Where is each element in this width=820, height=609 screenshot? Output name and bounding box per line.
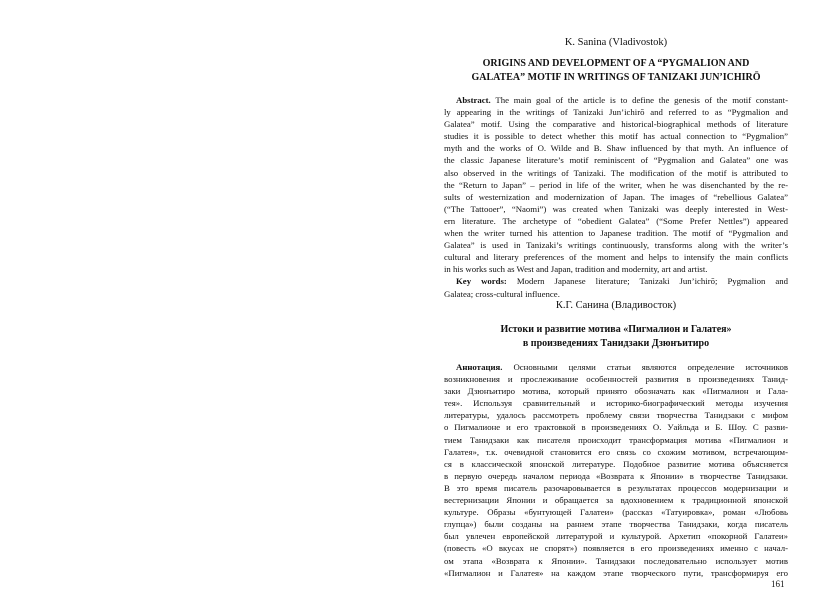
russian-abstract-line: литературы, удалось рассмотреть проблему связи творчества Танидзаки с мифом — [444, 410, 788, 421]
russian-abstract-line: (повесть «О вкусах не спорят») появляется в его произведениях именно с начал- — [444, 543, 788, 554]
abstract-label: Abstract. — [456, 95, 491, 105]
english-abstract-line: also observed in the writings of Tanizaki. The modification of the motif is attributed to — [444, 167, 788, 178]
page-number: 161 — [771, 579, 785, 589]
english-abstract-line: ly appearing in the writings of Tanizaki Jun’ichirō and referred to as “Pygmalion and — [444, 107, 788, 118]
russian-abstract — [444, 361, 788, 579]
russian-abstract-line: культуре. Образы «бунтующей Галатеи» (рассказ «Татуировка», роман «Любовь — [444, 507, 788, 518]
english-abstract-line: Galatea” motif. Using the comparative and historical-biographical methods of literature — [444, 119, 788, 130]
russian-author: К.Г. Санина (Владивосток) — [555, 300, 677, 311]
russian-abstract-line: был увлечен европейской литературой и культурой. Архетип «покорной Галатеи» — [444, 531, 788, 542]
russian-abstract-line: вестернизации Японии и обращается за вдохновением к традиционной японской — [444, 495, 788, 506]
english-abstract-line: myth and the works of O. Wilde and B. Shaw influenced by that myth. An influence of — [444, 143, 788, 154]
english-abstract-line: sults of westernization and modernization of Japan. The images of “rebellious Galatea” — [444, 191, 788, 202]
russian-title-line-1: Истоки и развитие мотива «Пигмалион и Галатея» — [500, 324, 732, 335]
russian-abstract-line: глупца») были созданы на раннем этапе творчества Танидзаки, когда писатель — [444, 519, 788, 530]
russian-abstract-label: Аннотация. — [456, 362, 503, 372]
english-keywords-line: Key words: Modern Japanese literature; Tanizaki Jun’ichirō; Pygmalion and — [456, 276, 788, 287]
english-abstract-line: when the writer turned his attention to Japanese tradition. The motif of “Pygmalion and — [444, 228, 788, 239]
russian-abstract-line: возникновения и прослеживание особенностей развития в произведениях Танид- — [444, 374, 788, 385]
russian-abstract-line: тием Танидзаки как писателя происходит трансформация мотива «Пигмалион и — [444, 434, 788, 445]
english-abstract-line: in his works such as West and Japan, tradition and modernity, art and artist. — [444, 264, 708, 275]
english-abstract-line: the classic Japanese literature’s motif reminiscent of “Pygmalion and Galatea” one was — [444, 155, 788, 166]
russian-abstract-line: в первую очередь началом периода «Возврата к Японии» в творчестве Танидзаки. — [444, 470, 788, 481]
english-abstract-line: (“The Tattooer”, “Naomi”) was created when Tanizaki was deeply interested in West- — [444, 203, 788, 214]
english-abstract-line: studies it is possible to detect whether this motif has actual connection to “Pygmalion” — [444, 131, 788, 142]
russian-abstract-line: ом этапа «Возврата к Японии». Танидзаки последовательно использует мотив — [444, 555, 788, 566]
russian-abstract-line: Галатея», т.к. очевидной становится его связь со схожим мотивом, встречающим- — [444, 446, 788, 457]
russian-title-line-2: в произведениях Танидзаки Дзюнъитиро — [522, 337, 710, 349]
russian-abstract-line: «Пигмалион и Галатея» на каждом этапе творческого пути, трансформируя его — [444, 567, 788, 578]
english-title-line-2: GALATEA” MOTIF IN WRITINGS OF TANIZAKI JUN’ICHIRŌ — [471, 71, 761, 83]
keywords-label: Key words: — [456, 276, 507, 287]
english-title-line-1: ORIGINS AND DEVELOPMENT OF A “PYGMALION AND — [482, 58, 750, 69]
english-abstract-line: Galatea” is used in Tanizaki’s writings continuously, transforms along with the writer’s — [444, 240, 788, 251]
english-abstract-line: cultural and literary preferences of the moment and helps to intensify the main conflicts — [444, 252, 788, 263]
english-abstract-line: the “Return to Japan” – period in life of the writer, when he was disenchanted by the re- — [444, 179, 788, 190]
english-keywords-line: Galatea; cross-cultural influence. — [444, 288, 560, 299]
english-abstract — [444, 94, 788, 300]
russian-title — [444, 323, 788, 350]
russian-abstract-line: В это время писатель разочаровывается в результатах процессов модернизации и — [444, 482, 788, 493]
russian-abstract-line: тея». Используя сравнительный и историко-биографический методы изучения — [444, 398, 788, 409]
english-title — [444, 57, 788, 84]
russian-abstract-line: Аннотация. Основными целями статьи являются определение источников — [456, 362, 788, 372]
russian-abstract-line: о Пигмалионе и его трактовкой в произведениях О. Уайльда и Б. Шоу. С разви- — [444, 422, 788, 433]
russian-abstract-line: ся в классической японской литературе. Подобное развитие мотива объясняется — [444, 458, 788, 469]
russian-abstract-line: заки Дзюнъитиро мотива, который принято обозначать как «Пигмалион и Гала- — [444, 386, 788, 397]
english-abstract-line: ern literature. The archetype of “obedient Galatea” (“Some Prefer Nettles”) appeared — [444, 215, 788, 226]
english-abstract-line: Abstract. The main goal of the article is to define the genesis of the motif constant- — [456, 95, 788, 105]
english-author: K. Sanina (Vladivostok) — [564, 37, 668, 48]
